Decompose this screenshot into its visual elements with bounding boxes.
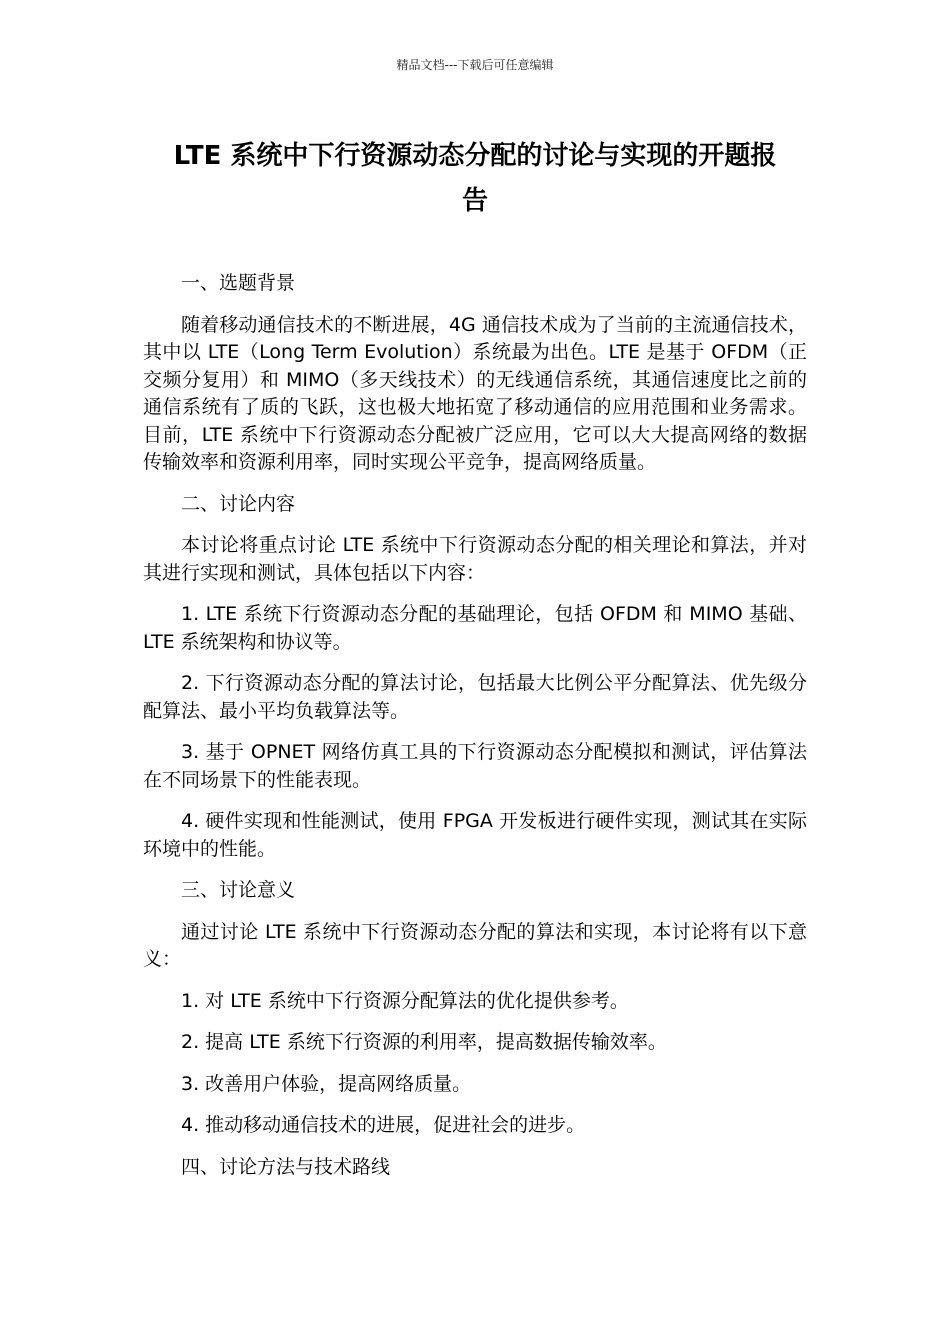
background-paragraph: 随着移动通信技术的不断进展，4G 通信技术成为了当前的主流通信技术，其中以 LTE（Long Term Evolution）系统最为出色。LTE 是基于 OFDM（正交频分复用）和 MIMO（多天线技术）的无线通信系统，其通信速度比之前的通信系统有了质的飞跃，这也极大地拓宽了移动通信的应用范围和业务需求。目前，LTE 系统中下行资源动态分配被广泛应用，它可以大大提高网络的数据传输效率和资源利用率，同时实现公平竞争，提高网络质量。 (143, 313, 807, 473)
significance-item-2: 2. 提高 LTE 系统下行资源的利用率，提高数据传输效率。 (181, 1031, 667, 1053)
section-heading-background: 一、选题背景 (181, 272, 296, 294)
content-item-4: 4. 硬件实现和性能测试，使用 FPGA 开发板进行硬件实现，测试其在实际环境中的性能。 (143, 810, 807, 860)
section-heading-methods: 四、讨论方法与技术路线 (181, 1155, 391, 1178)
section-heading-significance: 三、讨论意义 (181, 879, 296, 901)
significance-item-1: 1. 对 LTE 系统中下行资源分配算法的优化提供参考。 (181, 989, 629, 1012)
content-item-3: 3. 基于 OPNET 网络仿真工具的下行资源动态分配模拟和测试，评估算法在不同场景下的性能表现。 (143, 741, 807, 791)
content-intro-paragraph: 本讨论将重点讨论 LTE 系统中下行资源动态分配的相关理论和算法，并对其进行实现和测试，具体包括以下内容： (143, 534, 807, 584)
content-item-1: 1. LTE 系统下行资源动态分配的基础理论，包括 OFDM 和 MIMO 基础、LTE 系统架构和协议等。 (143, 603, 807, 653)
title-line-1: LTE 系统中下行资源动态分配的讨论与实现的开题报 (173, 141, 777, 171)
significance-item-3: 3. 改善用户体验，提高网络质量。 (181, 1072, 472, 1095)
significance-item-4: 4. 推动移动通信技术的进展，促进社会的进步。 (181, 1114, 586, 1136)
section-heading-content: 二、讨论内容 (181, 492, 296, 515)
document-body (143, 270, 807, 1195)
significance-intro-paragraph: 通过讨论 LTE 系统中下行资源动态分配的算法和实现，本讨论将有以下意义： (143, 920, 807, 970)
title-line-2: 告 (461, 186, 488, 216)
content-item-2: 2. 下行资源动态分配的算法讨论，包括最大比例公平分配算法、优先级分配算法、最小平均负载算法等。 (143, 672, 807, 722)
document-title (143, 134, 807, 224)
page-header: 精品文档---下载后可任意编辑 (396, 58, 554, 72)
